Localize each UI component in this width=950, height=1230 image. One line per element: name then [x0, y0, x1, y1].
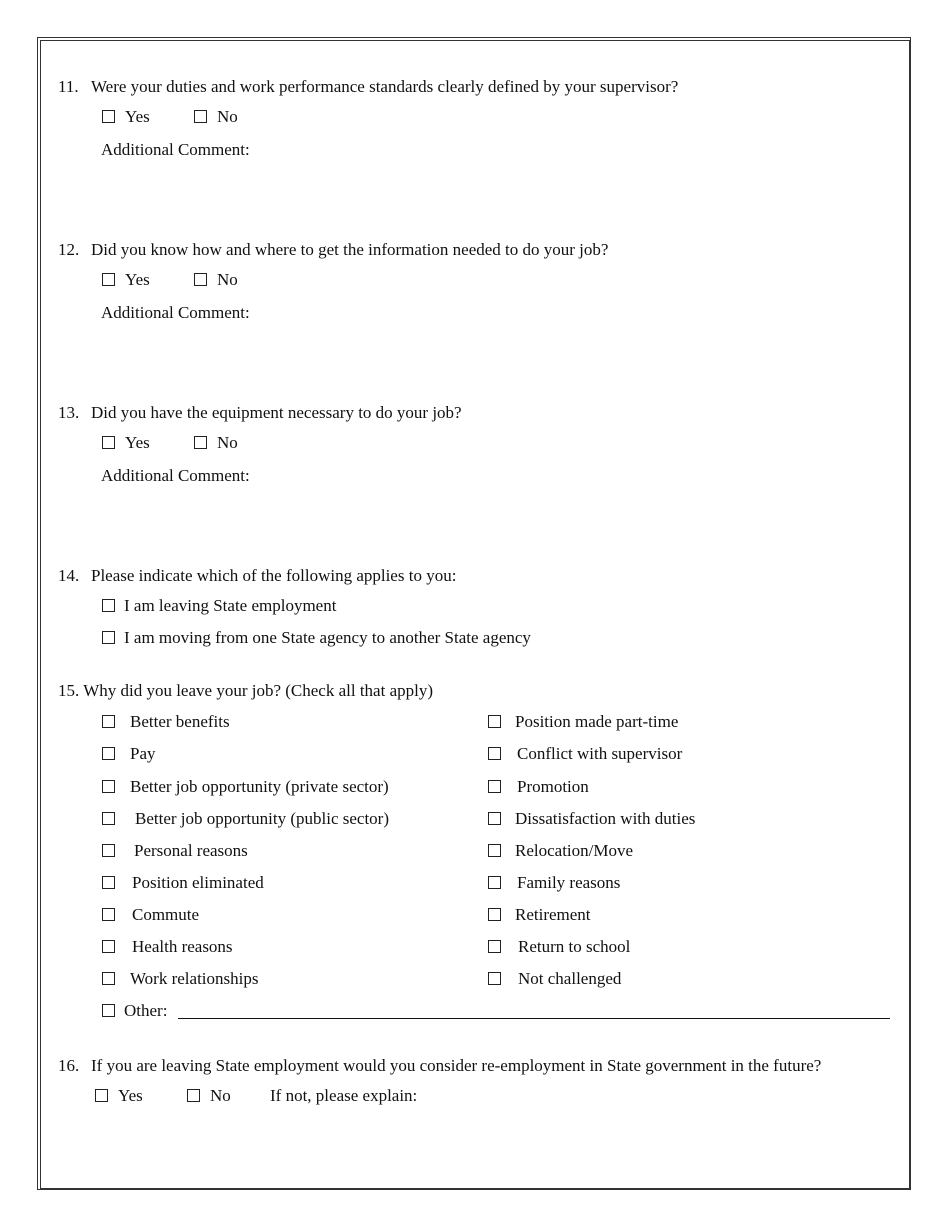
q16-explain-label: If not, please explain:: [270, 1086, 418, 1105]
checkbox[interactable]: [488, 747, 501, 760]
checkbox[interactable]: [102, 110, 115, 123]
checkbox[interactable]: [102, 972, 115, 985]
reason-label: Better job opportunity (private sector): [130, 777, 389, 796]
reason-better-benefits[interactable]: [102, 712, 230, 732]
question-14: [58, 566, 456, 586]
reason-relocation[interactable]: [488, 841, 633, 861]
reason-not-challenged[interactable]: [488, 969, 621, 989]
checkbox[interactable]: [102, 812, 115, 825]
question-text: Did you have the equipment necessary to do your job?: [91, 403, 462, 422]
reason-other[interactable]: [102, 1001, 167, 1021]
question-13: [58, 403, 462, 423]
reason-label: Position made part-time: [515, 712, 679, 731]
reason-work-relationships[interactable]: [102, 969, 258, 989]
option-label: No: [217, 433, 238, 452]
checkbox[interactable]: [488, 940, 501, 953]
option-label: Yes: [125, 270, 150, 289]
reason-label: Promotion: [517, 777, 589, 796]
checkbox[interactable]: [102, 436, 115, 449]
q12-yes-option[interactable]: [102, 270, 150, 290]
reason-label: Commute: [132, 905, 200, 924]
reason-label: Better benefits: [130, 712, 230, 731]
checkbox[interactable]: [488, 812, 501, 825]
reason-dissatisfaction[interactable]: [488, 809, 695, 829]
checkbox[interactable]: [194, 273, 207, 286]
checkbox[interactable]: [488, 972, 501, 985]
reason-label: Health reasons: [132, 937, 233, 956]
q14-option-leaving[interactable]: [102, 596, 336, 616]
q13-no-option[interactable]: [194, 433, 238, 453]
reason-label: Personal reasons: [134, 841, 248, 860]
reason-position-eliminated[interactable]: [102, 873, 264, 893]
q11-comment-label: Additional Comment:: [101, 140, 250, 159]
checkbox[interactable]: [488, 876, 501, 889]
checkbox[interactable]: [102, 273, 115, 286]
question-text: If you are leaving State employment would you consider re-employment in State government in the future?: [91, 1056, 822, 1075]
reason-label: Conflict with supervisor: [517, 744, 683, 763]
q11-no-option[interactable]: [194, 107, 238, 127]
checkbox[interactable]: [187, 1089, 200, 1102]
reason-label: Not challenged: [518, 969, 622, 988]
question-number: 16.: [58, 1056, 80, 1075]
option-label: No: [210, 1086, 231, 1105]
checkbox[interactable]: [102, 940, 115, 953]
reason-health[interactable]: [102, 937, 233, 957]
checkbox[interactable]: [102, 747, 115, 760]
checkbox[interactable]: [102, 599, 115, 612]
question-15: [58, 681, 433, 701]
q12-no-option[interactable]: [194, 270, 238, 290]
reason-promotion[interactable]: [488, 777, 589, 797]
question-11: [58, 77, 678, 97]
q11-yes-option[interactable]: [102, 107, 150, 127]
checkbox[interactable]: [102, 908, 115, 921]
q13-comment-label: Additional Comment:: [101, 466, 250, 485]
option-label: I am moving from one State agency to another State agency: [124, 628, 531, 647]
reason-label: Return to school: [518, 937, 631, 956]
reason-label: Family reasons: [517, 873, 621, 892]
reason-label: Retirement: [515, 905, 591, 924]
question-text: Please indicate which of the following applies to you:: [91, 566, 457, 585]
checkbox[interactable]: [102, 1004, 115, 1017]
question-text: 15. Why did you leave your job? (Check all that apply): [58, 681, 434, 700]
q13-yes-option[interactable]: [102, 433, 150, 453]
option-label: Yes: [125, 107, 150, 126]
question-text: Were your duties and work performance standards clearly defined by your supervisor?: [91, 77, 679, 96]
reason-personal[interactable]: [102, 841, 248, 861]
reason-label: Work relationships: [130, 969, 259, 988]
reason-conflict-supervisor[interactable]: [488, 744, 682, 764]
reason-label: Position eliminated: [132, 873, 264, 892]
q14-option-moving[interactable]: [102, 628, 531, 648]
option-label: No: [217, 107, 238, 126]
reason-pay[interactable]: [102, 744, 156, 764]
option-label: Yes: [118, 1086, 143, 1105]
checkbox[interactable]: [194, 436, 207, 449]
reason-label: Pay: [130, 744, 156, 763]
question-number: 14.: [58, 566, 80, 585]
checkbox[interactable]: [488, 908, 501, 921]
option-label: Yes: [125, 433, 150, 452]
question-16: [58, 1056, 821, 1076]
q16-yes-option[interactable]: [95, 1086, 143, 1106]
question-text: Did you know how and where to get the information needed to do your job?: [91, 240, 609, 259]
question-12: [58, 240, 608, 260]
checkbox[interactable]: [102, 876, 115, 889]
question-number: 13.: [58, 403, 80, 422]
reason-label: Dissatisfaction with duties: [515, 809, 696, 828]
checkbox[interactable]: [95, 1089, 108, 1102]
reason-family[interactable]: [488, 873, 620, 893]
checkbox[interactable]: [102, 780, 115, 793]
question-number: 11.: [58, 77, 79, 96]
reason-label: Other:: [124, 1001, 168, 1020]
checkbox[interactable]: [102, 715, 115, 728]
q16-no-option[interactable]: [187, 1086, 231, 1106]
checkbox[interactable]: [102, 631, 115, 644]
reason-return-school[interactable]: [488, 937, 630, 957]
reason-label: Relocation/Move: [515, 841, 634, 860]
checkbox[interactable]: [488, 715, 501, 728]
option-label: I am leaving State employment: [124, 596, 337, 615]
checkbox[interactable]: [194, 110, 207, 123]
reason-commute[interactable]: [102, 905, 199, 925]
q12-comment-label: Additional Comment:: [101, 303, 250, 322]
reason-part-time[interactable]: [488, 712, 678, 732]
reason-label: Better job opportunity (public sector): [135, 809, 389, 828]
checkbox[interactable]: [488, 780, 501, 793]
reason-retirement[interactable]: [488, 905, 591, 925]
other-text-line[interactable]: [178, 1018, 890, 1019]
reason-public-sector[interactable]: [102, 809, 389, 829]
checkbox[interactable]: [102, 844, 115, 857]
reason-private-sector[interactable]: [102, 777, 389, 797]
option-label: No: [217, 270, 238, 289]
question-number: 12.: [58, 240, 80, 259]
checkbox[interactable]: [488, 844, 501, 857]
